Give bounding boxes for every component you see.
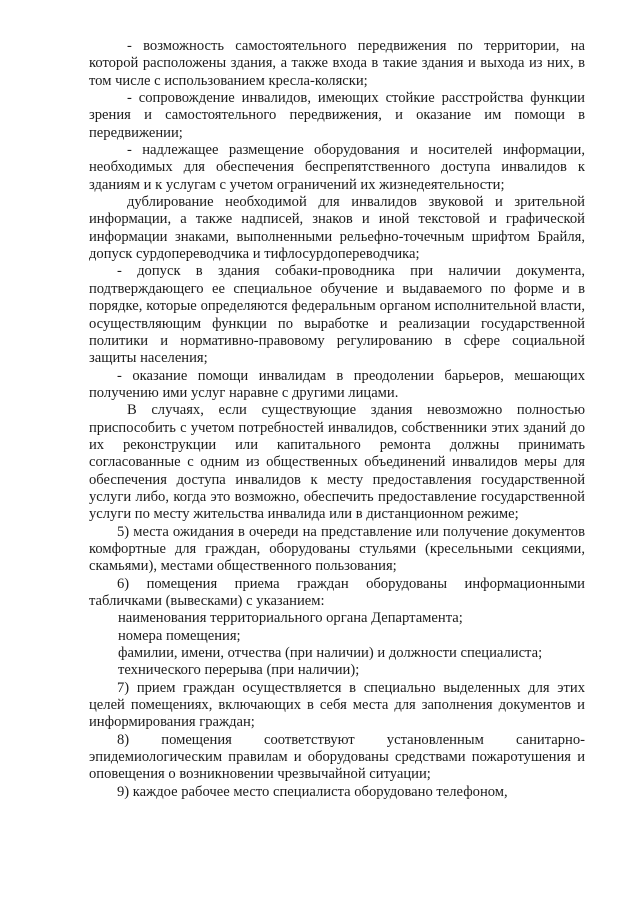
paragraph-barriers: - оказание помощи инвалидам в преодолении барьеров, мешающих получению ими услуг наравне с другими лицами.	[89, 367, 585, 401]
paragraph-guide-dog: - допуск в здания собаки-проводника при наличии документа, подтверждающего ее специальное обучение и выдаваемого по форме и в порядке, которые определяются федеральным органом исполнительной власти, осуществляющим функции по выработке и реализации государственной политики и нормативно-правовому регулированию в сфере социальной защиты населения;	[89, 263, 585, 367]
document-page	[89, 38, 585, 801]
paragraph-movement: - возможность самостоятельного передвижения по территории, на которой расположены здания, а также входа в такие здания и выхода из них, в том числе с использованием кресла-коляски;	[89, 38, 585, 89]
list-item-break: технического перерыва (при наличии);	[118, 662, 360, 679]
paragraph-equipment: - надлежащее размещение оборудования и носителей информации, необходимых для обеспечения беспрепятственного доступа инвалидов к зданиям и к услугам с учетом ограничений их жизнедеятельности;	[89, 142, 585, 193]
list-item-territorial-body: наименования территориального органа Департамента;	[118, 610, 463, 627]
paragraph-item-7: 7) прием граждан осуществляется в специально выделенных для этих целей помещениях, включающих в себя места для заполнения документов и информирования граждан;	[89, 679, 585, 731]
paragraph-item-6: 6) помещения приема граждан оборудованы информационными табличками (вывесками) с указанием:	[89, 575, 585, 609]
paragraph-reconstruction: В случаях, если существующие здания невозможно полностью приспособить с учетом потребностей инвалидов, собственники этих зданий до их реконструкции или капитального ремонта должны принимать согласованные с одним из общественных объединений инвалидов меры для обеспечения доступа инвалидов к месту предоставления государственной услуги либо, когда это возможно, обеспечить предоставление государственной услуги по месту жительства инвалида или в дистанционном режиме;	[89, 402, 585, 523]
list-item-specialist: фамилии, имени, отчества (при наличии) и должности специалиста;	[118, 645, 543, 662]
list-item-room-number: номера помещения;	[118, 627, 241, 644]
paragraph-item-8: 8) помещения соответствуют установленным санитарно-эпидемиологическим правилам и оборудованы средствами пожаротушения и оповещения о возникновении чрезвычайной ситуации;	[89, 731, 585, 783]
paragraph-escort: - сопровождение инвалидов, имеющих стойкие расстройства функции зрения и самостоятельного передвижения, и оказание им помощи в передвижении;	[89, 90, 585, 141]
paragraph-braille: дублирование необходимой для инвалидов звуковой и зрительной информации, а также надписей, знаков и иной текстовой и графической информации знаками, выполненными рельефно-точечным шрифтом Брайля, допуск сурдопереводчика и тифлосурдопереводчика;	[89, 194, 585, 263]
paragraph-item-9: 9) каждое рабочее место специалиста оборудовано телефоном,	[117, 783, 508, 800]
paragraph-item-5: 5) места ожидания в очереди на представление или получение документов комфортные для граждан, оборудованы стульями (кресельными секциями, скамьями), местами общественного пользования;	[89, 523, 585, 575]
